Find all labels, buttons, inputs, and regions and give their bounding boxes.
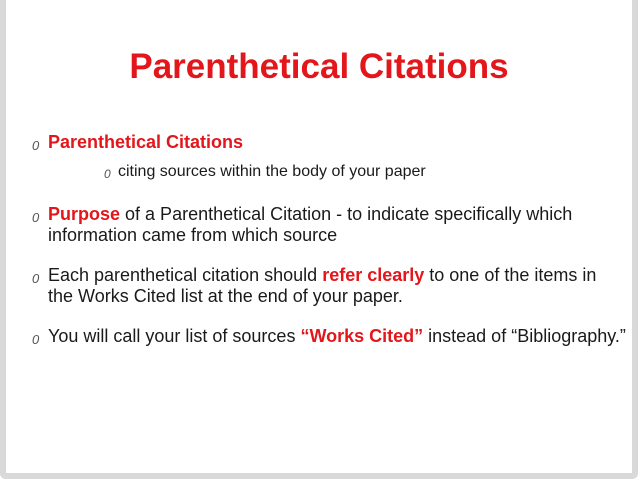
bullet-heading: Parenthetical Citations: [48, 132, 244, 152]
bullet-marker-icon: 0: [32, 271, 40, 286]
bullet-marker-icon: 0: [32, 210, 40, 225]
bullet-item-1: [6, 132, 626, 182]
sub-bullet-item: [48, 162, 626, 182]
bullet-marker-icon: 0: [32, 332, 40, 347]
bullet-item-4: [6, 326, 626, 347]
bullet-marker-icon: 0: [104, 167, 111, 181]
bullet-item-3: [6, 265, 626, 307]
bullet-text-post: to one of the items in the Works Cited list at the end of your paper.: [48, 265, 597, 306]
bullet-emphasis: “Works Cited”: [300, 326, 424, 346]
bullet-text-pre: Each parenthetical citation should: [48, 265, 323, 285]
bullet-text-post: instead of “Bibliography.”: [423, 326, 626, 346]
bullet-text-pre: You will call your list of sources: [48, 326, 301, 346]
bullet-marker-icon: 0: [32, 138, 40, 153]
bullet-list: [6, 132, 626, 347]
sub-bullet-text: citing sources within the body of your paper: [118, 163, 426, 180]
bullet-item-2: [6, 204, 626, 246]
bullet-emphasis: Purpose: [48, 204, 121, 224]
bullet-text: of a Parenthetical Citation - to indicate specifically which information came from which source: [48, 204, 573, 245]
slide-title: Parenthetical Citations: [129, 47, 509, 86]
bullet-emphasis: refer clearly: [322, 265, 425, 285]
